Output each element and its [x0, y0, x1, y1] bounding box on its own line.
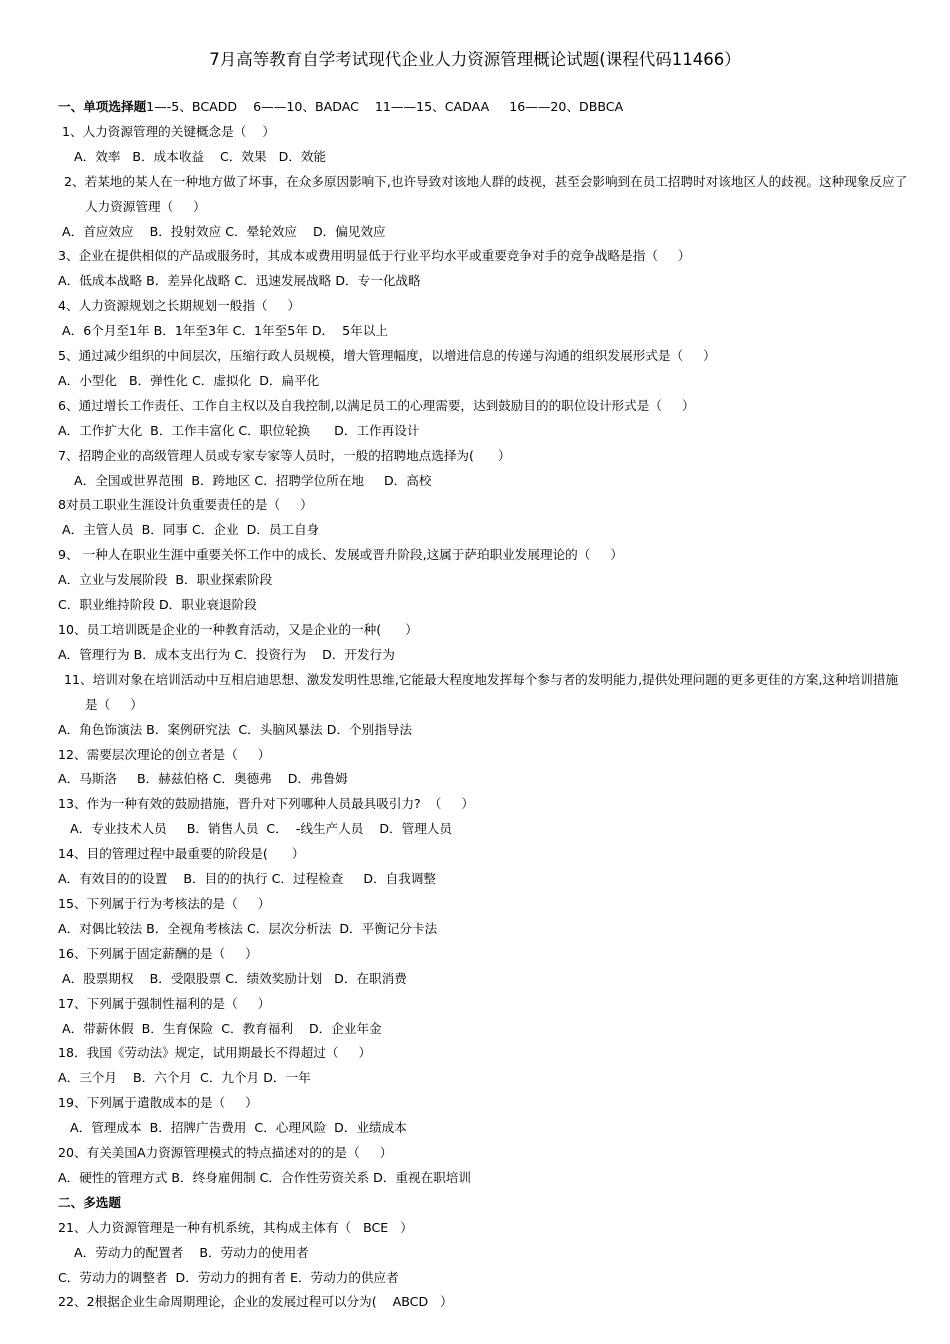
question-line [58, 1017, 910, 1042]
question-line [58, 718, 910, 743]
line-text: A．有效目的的设置 B．目的的执行 C．过程检查 D．自我调整 [58, 871, 437, 887]
line-text: 17、下列属于强制性福利的是（ ） [58, 995, 271, 1011]
question-line [58, 842, 910, 867]
line-text: A．工作扩大化 B．工作丰富化 C．职位轮换 D．工作再设计 [58, 422, 420, 438]
line-text: A．管理成本 B．招牌广告费用 C．心理风险 D．业绩成本 [58, 1120, 407, 1136]
line-text: 8对员工职业生涯设计负重要责任的是（ ） [58, 497, 313, 513]
question-line [58, 543, 910, 568]
question-line [58, 120, 910, 145]
line-text: A．立业与发展阶段 B．职业探索阶段 [58, 572, 273, 588]
line-text: 20、有关美国A力资源管理模式的特点描述对的的是（ ） [58, 1145, 393, 1161]
line-text: 7、招聘企业的高级管理人员或专家专家等人员时，一般的招聘地点选择为( ） [58, 447, 511, 463]
question-line [58, 668, 910, 718]
line-text: A．三个月 B．六个月 C．九个月 D．一年 [58, 1070, 311, 1086]
question-line [58, 244, 910, 269]
question-line [58, 220, 910, 245]
line-text: 2、若某地的某人在一种地方做了坏事，在众多原因影响下,也许导致对该地人群的歧视，甚至会影响到在员工招聘时对该地区人的歧视。这种现象反应了人力资源管理（ ） [64, 173, 908, 214]
line-text: 1—-5、BCADD 6——10、BADAC 11——15、CADAA 16——20、DBBCA [146, 99, 624, 114]
line-text: A．主管人员 B．同事 C．企业 D．员工自身 [58, 522, 320, 538]
question-line [58, 444, 910, 469]
line-text: 15、下列属于行为考核法的是（ ） [58, 895, 271, 911]
question-line [58, 643, 910, 668]
line-text: 22、2根据企业生命周期理论，企业的发展过程可以分为( ABCD ） [58, 1294, 453, 1310]
line-text: 21、人力资源管理是一种有机系统，其构成主体有（ BCE ） [58, 1219, 413, 1235]
question-line [58, 145, 910, 170]
line-text: A．6个月至1年 B．1年至3年 C．1年至5年 D． 5年以上 [58, 323, 388, 339]
question-line [58, 1041, 910, 1066]
line-text: 16、下列属于固定薪酬的是（ ） [58, 945, 258, 961]
line-text: 12、需要层次理论的创立者是（ ） [58, 746, 271, 762]
line-text: A．硬性的管理方式 B．终身雇佣制 C．合作性劳资关系 D．重视在职培训 [58, 1169, 471, 1185]
line-text: A．小型化 B．弹性化 C．虚拟化 D．扁平化 [58, 372, 320, 388]
line-text: A．角色饰演法 B．案例研究法 C．头脑风暴法 D．个别指导法 [58, 721, 413, 737]
line-text: 3、企业在提供相似的产品或服务时，其成本或费用明显低于行业平均水平或重要竞争对手的竞争战略是指（ ） [58, 248, 691, 264]
line-text: A．首应效应 B．投射效应 C．晕轮效应 D．偏见效应 [58, 223, 386, 239]
question-line [58, 1166, 910, 1191]
question-line [58, 419, 910, 444]
document-body [58, 95, 910, 1315]
line-text: A．专业技术人员 B．销售人员 C． -线生产人员 D．管理人员 [58, 821, 452, 837]
question-line [58, 568, 910, 593]
document-title: 7月高等教育自学考试现代企业人力资源管理概论试题(课程代码11466） [209, 50, 741, 69]
question-line [58, 618, 910, 643]
line-text: A．管理行为 B．成本支出行为 C．投资行为 D．开发行为 [58, 646, 395, 662]
question-line [58, 1216, 910, 1241]
question-line [58, 294, 910, 319]
question-line [58, 917, 910, 942]
line-text: C．劳动力的调整者 D．劳动力的拥有者 E．劳动力的供应者 [58, 1269, 399, 1285]
question-line [58, 269, 910, 294]
question-line [58, 743, 910, 768]
question-line [58, 394, 910, 419]
line-text: 1、人力资源管理的关键概念是（ ） [58, 123, 275, 139]
question-line [58, 1091, 910, 1116]
line-text: A．带薪休假 B．生育保险 C．教育福利 D．企业年金 [58, 1020, 382, 1036]
section-heading: 二、多选题 [58, 1194, 121, 1210]
question-line [58, 593, 910, 618]
question-line [58, 792, 910, 817]
line-text: 4、人力资源规划之长期规划一般指（ ） [58, 298, 301, 314]
line-text: 10、员工培训既是企业的一种教育活动，又是企业的一种( ） [58, 622, 418, 638]
line-text: A．效率 B．成本收益 C．效果 D．效能 [58, 148, 327, 164]
line-text: 6、通过增长工作责任、工作自主权以及自我控制,以满足员工的心理需要，达到鼓励目的的职位设计形式是（ ） [58, 397, 695, 413]
question-line [58, 1290, 910, 1315]
question-line [58, 170, 910, 220]
question-line [58, 967, 910, 992]
question-line [58, 493, 910, 518]
line-text: A．对偶比较法 B．全视角考核法 C．层次分析法 D．平衡记分卡法 [58, 920, 438, 936]
line-text: A．低成本战略 B．差异化战略 C．迅速发展战略 D．专一化战略 [58, 273, 421, 289]
line-text: 5、通过减少组织的中间层次，压缩行政人员规模，增大管理幅度，以增进信息的传递与沟通的组织发展形式是（ ） [58, 348, 716, 364]
question-line [58, 1116, 910, 1141]
question-line [58, 1066, 910, 1091]
line-text: 19、下列属于遣散成本的是（ ） [58, 1095, 258, 1111]
question-line [58, 1266, 910, 1291]
question-line [58, 892, 910, 917]
question-line [58, 369, 910, 394]
line-text: A．劳动力的配置者 B．劳动力的使用者 [58, 1244, 309, 1260]
line-text: 14、目的管理过程中最重要的阶段是( ） [58, 846, 305, 862]
line-text: A．马斯洛 B．赫兹伯格 C．奥德弗 D．弗鲁姆 [58, 771, 348, 787]
question-line [58, 319, 910, 344]
line-text: 18．我国《劳动法》规定，试用期最长不得超过（ ） [58, 1045, 372, 1061]
question-line [58, 344, 910, 369]
question-line [58, 1241, 910, 1266]
section-heading: 一、单项选择题 [58, 99, 147, 114]
line-text: A．股票期权 B．受限股票 C．绩效奖励计划 D．在职消费 [58, 970, 407, 986]
section-heading-line [58, 1191, 910, 1216]
question-line [58, 867, 910, 892]
question-line [58, 469, 910, 494]
section-heading-line [58, 95, 910, 120]
question-line [58, 992, 910, 1017]
line-text: 13、作为一种有效的鼓励措施，晋升对下列哪种人员最具吸引力? （ ） [58, 796, 474, 812]
line-text: C．职业维持阶段 D．职业衰退阶段 [58, 597, 257, 613]
question-line [58, 518, 910, 543]
question-line [58, 1141, 910, 1166]
question-line [58, 767, 910, 792]
line-text: 9、 一种人在职业生涯中重要关怀工作中的成长、发展或晋升阶段,这属于萨珀职业发展理论的（ ） [58, 547, 623, 563]
question-line [58, 942, 910, 967]
line-text: A．全国或世界范围 B．跨地区 C．招聘学位所在地 D．高校 [58, 472, 432, 488]
line-text: 11、培训对象在培训活动中互相启迪思想、激发发明性思维,它能最大程度地发挥每个参与者的发明能力,提供处理问题的更多更佳的方案,这种培训措施是（ ） [64, 671, 899, 712]
question-line [58, 817, 910, 842]
